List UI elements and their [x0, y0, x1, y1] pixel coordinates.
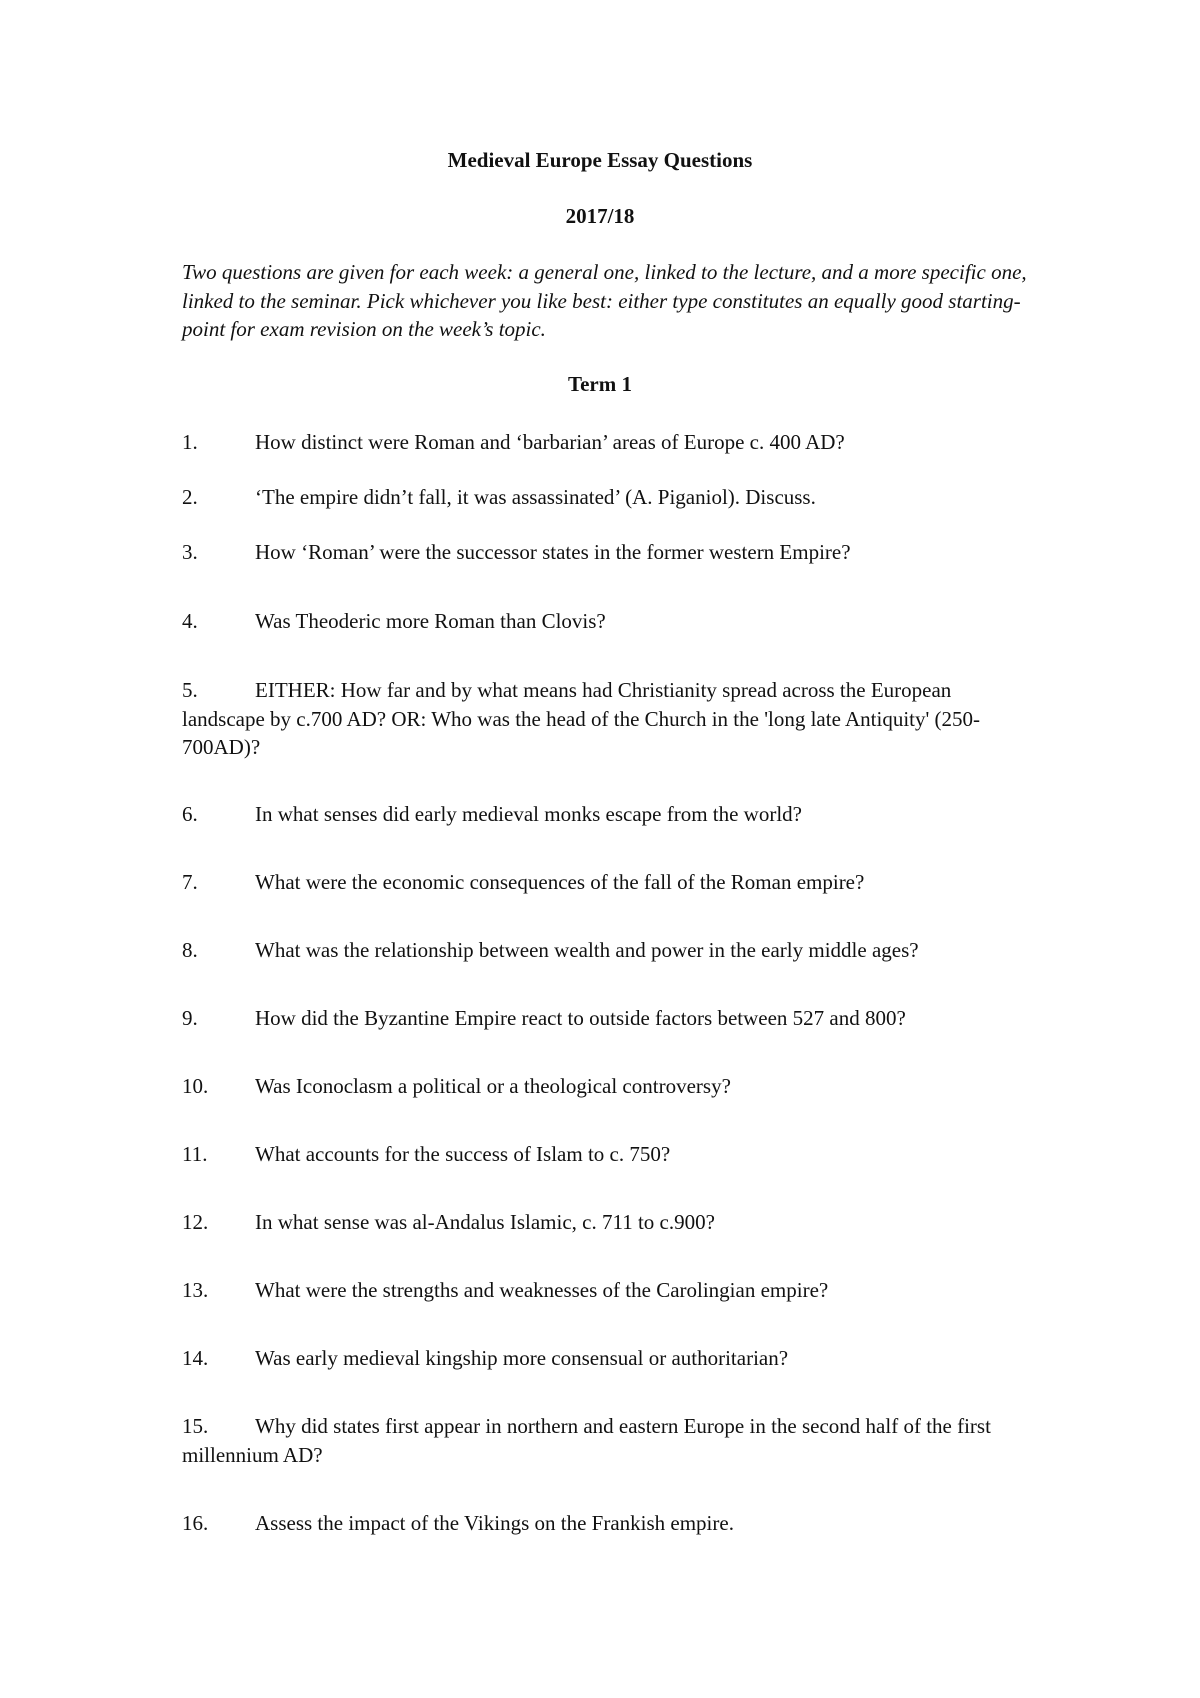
question-number: 12. [182, 1210, 209, 1234]
question-text: What was the relationship between wealth and power in the early middle ages? [255, 938, 919, 962]
question-number: 9. [182, 1006, 198, 1030]
question-item [182, 868, 1032, 897]
question-text: How distinct were Roman and ‘barbarian’ areas of Europe c. 400 AD? [255, 430, 845, 454]
document-title: Medieval Europe Essay Questions [447, 148, 753, 172]
question-number: 10. [182, 1074, 209, 1098]
question-item [182, 1140, 1032, 1169]
question-item [182, 1509, 1032, 1538]
question-text: Assess the impact of the Vikings on the Frankish empire. [255, 1511, 734, 1535]
question-number: 14. [182, 1346, 209, 1370]
question-number: 5. [182, 678, 198, 702]
question-item [182, 1072, 1032, 1101]
question-text: In what sense was al-Andalus Islamic, c. 711 to c.900? [255, 1210, 715, 1234]
question-number: 3. [182, 540, 198, 564]
question-text: Was Theoderic more Roman than Clovis? [255, 609, 606, 633]
question-item [182, 936, 1032, 965]
question-text: What were the strengths and weaknesses of the Carolingian empire? [255, 1278, 829, 1302]
question-number: 8. [182, 938, 198, 962]
question-text: Why did states first appear in northern and eastern Europe in the second half of the first millennium AD? [182, 1414, 991, 1467]
question-item [182, 607, 1032, 636]
question-number: 16. [182, 1511, 209, 1535]
question-item [182, 676, 1032, 762]
question-item [182, 1412, 1032, 1469]
question-item [182, 1276, 1032, 1305]
question-number: 1. [182, 430, 198, 454]
question-item [182, 1344, 1032, 1373]
question-item [182, 483, 1032, 512]
question-number: 15. [182, 1414, 209, 1438]
question-number: 11. [182, 1142, 208, 1166]
question-number: 2. [182, 485, 198, 509]
question-item [182, 1004, 1032, 1033]
intro-paragraph: Two questions are given for each week: a general one, linked to the lecture, and a more specific one, linked to the seminar. Pick whichever you like best: either type constitutes an equally good starting-point for exam revision on the week’s topic. [182, 260, 1027, 341]
question-text: ‘The empire didn’t fall, it was assassinated’ (A. Piganiol). Discuss. [255, 485, 816, 509]
question-item [182, 428, 1032, 457]
question-number: 6. [182, 802, 198, 826]
question-text: How did the Byzantine Empire react to outside factors between 527 and 800? [255, 1006, 906, 1030]
question-item [182, 538, 1032, 567]
question-text: Was Iconoclasm a political or a theological controversy? [255, 1074, 731, 1098]
question-text: What were the economic consequences of the fall of the Roman empire? [255, 870, 865, 894]
term-heading: Term 1 [568, 372, 632, 396]
question-item [182, 800, 1032, 829]
question-number: 7. [182, 870, 198, 894]
question-number: 13. [182, 1278, 209, 1302]
question-text: How ‘Roman’ were the successor states in the former western Empire? [255, 540, 851, 564]
document-year: 2017/18 [565, 204, 635, 228]
question-text: In what senses did early medieval monks escape from the world? [255, 802, 802, 826]
question-text: EITHER: How far and by what means had Christianity spread across the European landscape by c.700 AD? OR: Who was the head of the Church in the 'long late Antiquity' (250-700AD)? [182, 678, 981, 759]
question-text: What accounts for the success of Islam to c. 750? [255, 1142, 671, 1166]
question-number: 4. [182, 609, 198, 633]
question-item [182, 1208, 1032, 1237]
question-text: Was early medieval kingship more consensual or authoritarian? [255, 1346, 789, 1370]
